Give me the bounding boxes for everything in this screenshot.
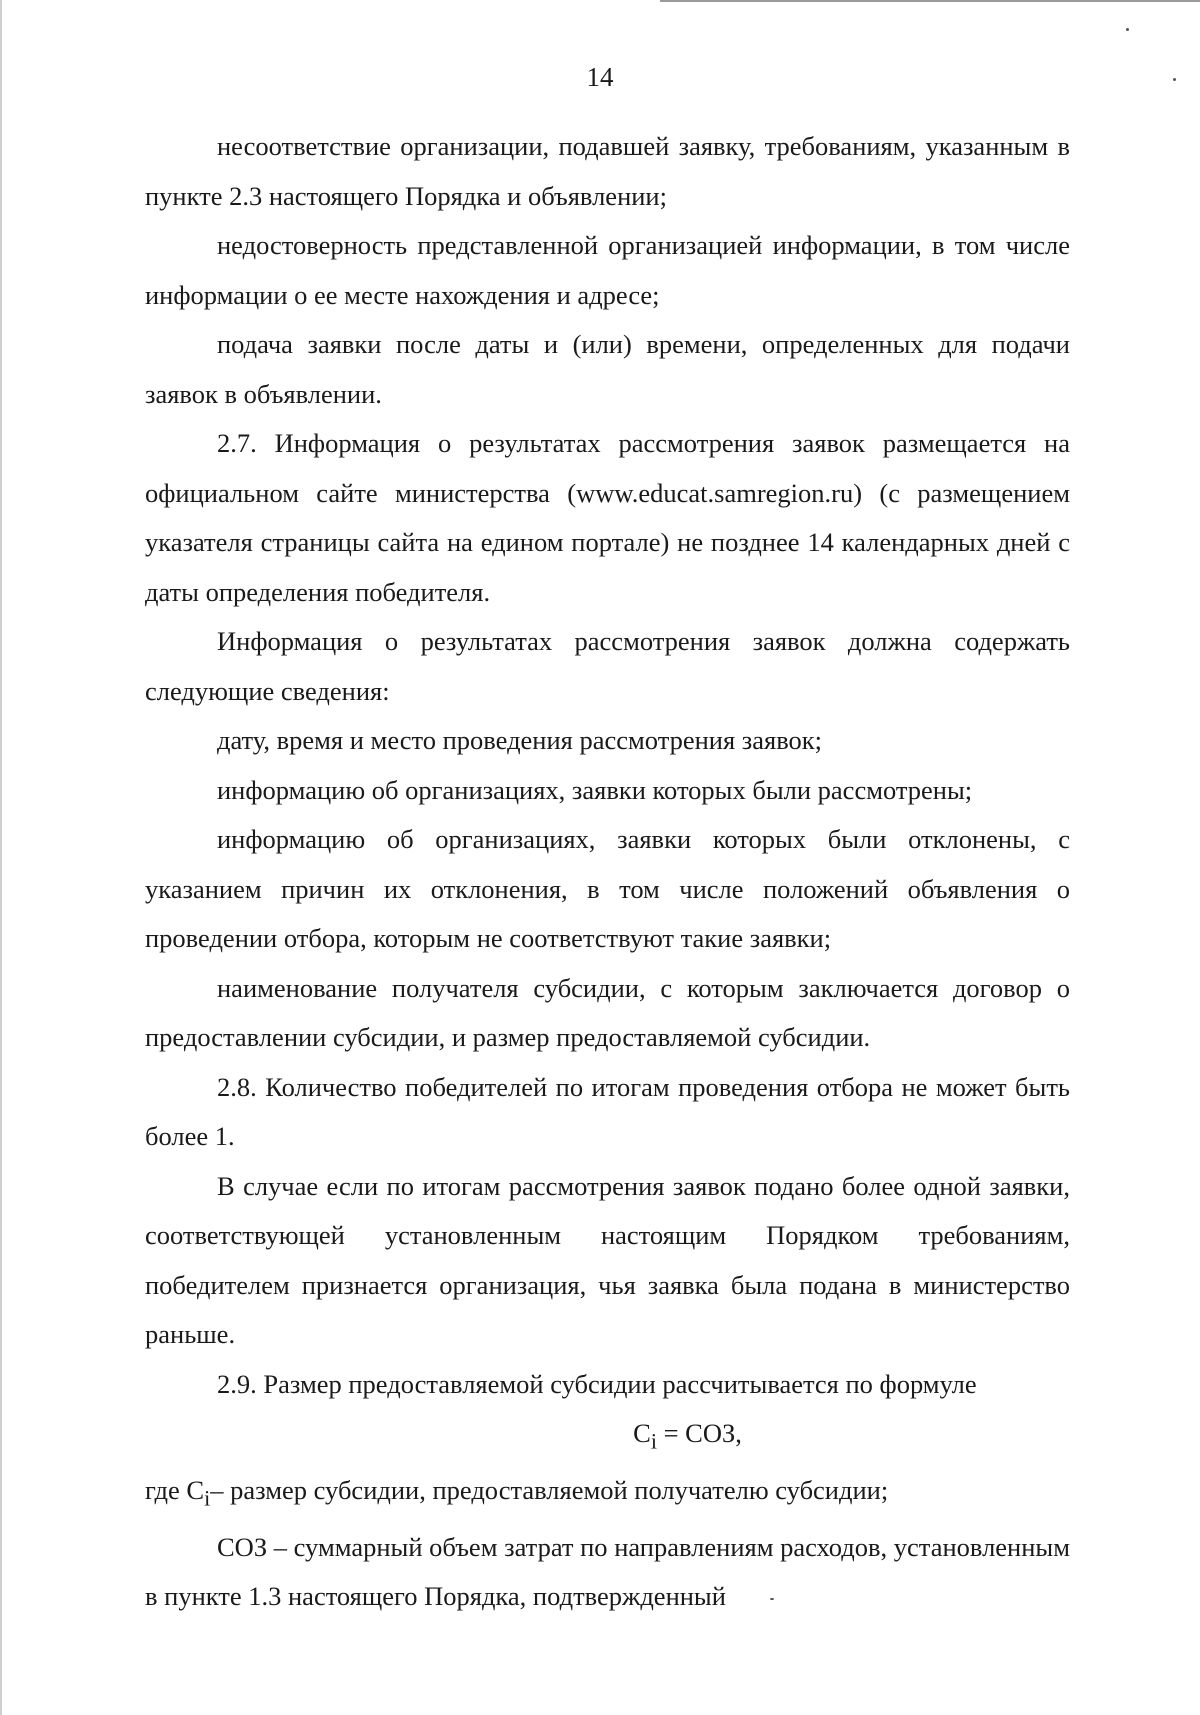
where-prefix: где C [145, 1474, 205, 1505]
where-rest: – размер субсидии, предоставляемой получателю субсидии; [210, 1474, 889, 1505]
scan-speck [1173, 78, 1176, 81]
paragraph-12: 2.9. Размер предоставляемой субсидии рассчитывается по формуле [217, 1368, 977, 1399]
formula-lhs-subscript: i [650, 1428, 657, 1454]
scan-edge-left [0, 0, 2, 1715]
paragraph-9: наименование получателя субсидии, с которым заключается договор о предоставлении субсидии, и размер предоставляемой субсидии. [145, 972, 1070, 1052]
paragraph-4: 2.7. Информация о результатах рассмотрения заявок размещается на официальном сайте министерства (www.educat.samregion.ru) (с размещением указателя страницы сайта на едином портале) не позднее 14 календарных дней с даты определения победителя. [145, 428, 1070, 607]
document-body [145, 122, 1070, 1622]
paragraph-11: В случае если по итогам рассмотрения заявок подано более одной заявки, соответствующей установленным настоящим Порядком требованиям, победителем признается организация, чья заявка была подана в министерство раньше. [145, 1170, 1070, 1349]
paragraph-1: несоответствие организации, подавшей заявку, требованиям, указанным в пункте 2.3 настоящего Порядка и объявлении; [145, 131, 1070, 211]
where-line [145, 1466, 1070, 1523]
formula-lhs: C [633, 1418, 651, 1448]
paragraph-2: недостоверность представленной организацией информации, в том числе информации о ее месте нахождения и адресе; [145, 230, 1070, 310]
last-paragraph: СОЗ – суммарный объем затрат по направлениям расходов, установленным в пункте 1.3 настоящего Порядка, подтвержденный [145, 1531, 1070, 1612]
formula-rhs: = СОЗ, [656, 1418, 742, 1448]
scan-speck [770, 1598, 774, 1600]
where-subscript: i [204, 1485, 211, 1511]
page-number: 14 [586, 62, 614, 92]
paragraph-10: 2.8. Количество победителей по итогам проведения отбора не может быть более 1. [145, 1071, 1070, 1151]
scan-speck [1126, 28, 1129, 31]
paragraph-7: информацию об организациях, заявки которых были рассмотрены; [217, 774, 973, 805]
paragraph-5: Информация о результатах рассмотрения заявок должна содержать следующие сведения: [145, 626, 1070, 706]
paragraph-8: информацию об организациях, заявки которых были отклонены, с указанием причин их отклонения, в том числе положений объявления о проведении отбора, которым не соответствуют такие заявки; [145, 824, 1070, 953]
paragraph-3: подача заявки после даты и (или) времени, определенных для подачи заявок в объявлении. [145, 329, 1070, 409]
scan-edge-top [660, 0, 1200, 2]
formula [145, 1409, 1070, 1466]
paragraph-6: дату, время и место проведения рассмотрения заявок; [217, 725, 823, 755]
